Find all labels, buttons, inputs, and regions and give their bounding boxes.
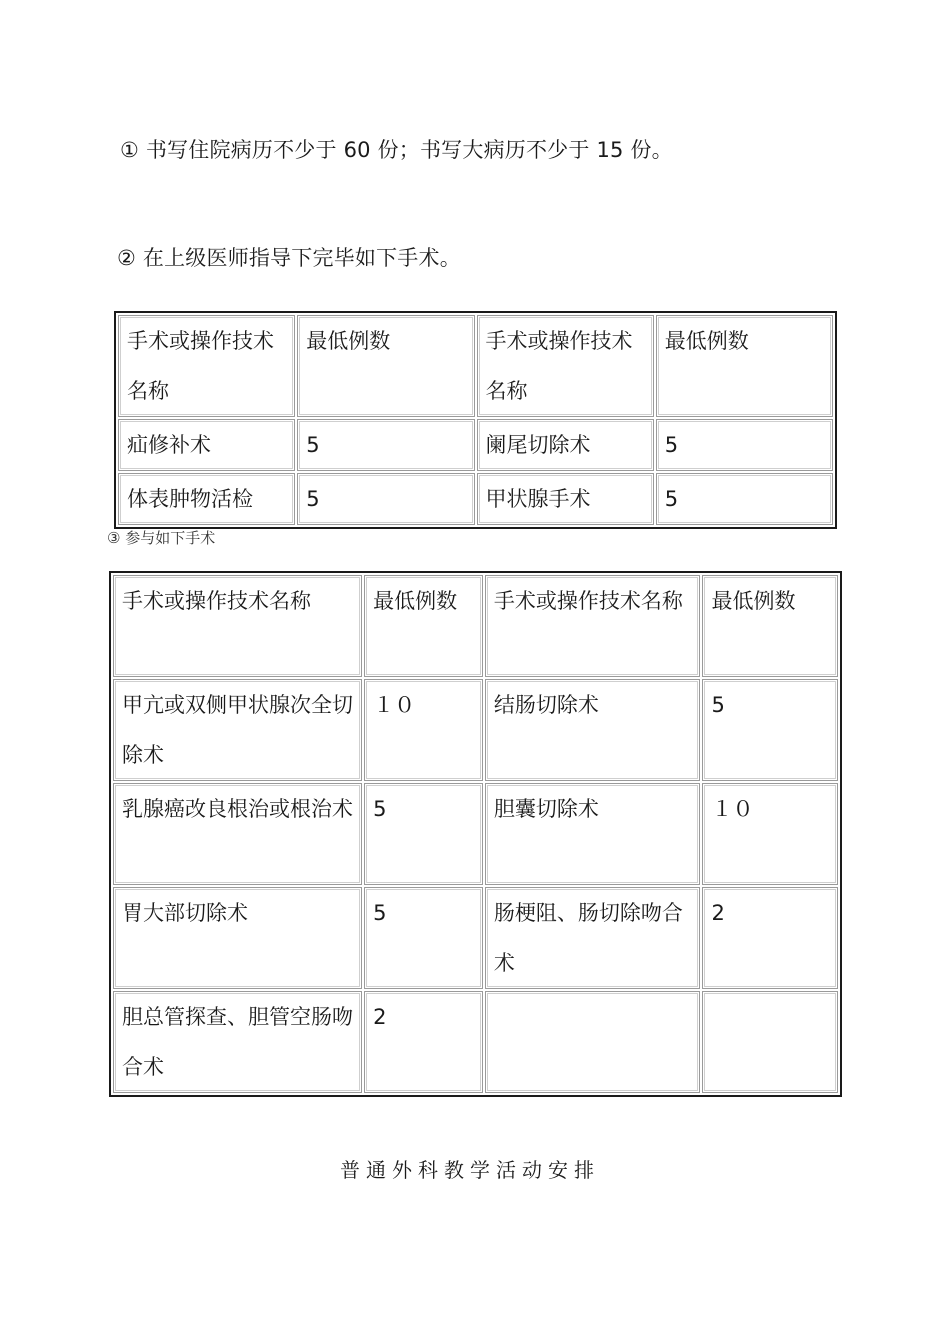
table-cell [485,991,701,1093]
table-cell: 5 [702,679,838,781]
table-cell: 阑尾切除术 [477,419,654,471]
table-row [118,419,833,471]
header-cell: 手术或操作技术名称 [477,315,654,417]
table-cell: 胆囊切除术 [485,783,701,885]
table-cell: 2 [364,991,483,1093]
table-cell: 5 [364,887,483,989]
table-cell: 甲状腺手术 [477,473,654,525]
table-cell: 5 [364,783,483,885]
requirement-1: ① 书写住院病历不少于 60 份；书写大病历不少于 15 份。 [120,138,673,162]
table-row [113,991,838,1093]
header-cell: 手术或操作技术名称 [113,575,362,677]
table-cell: 体表肿物活检 [118,473,295,525]
header-cell: 最低例数 [297,315,474,417]
table-row [113,887,838,989]
table-cell: 乳腺癌改良根治或根治术 [113,783,362,885]
table-cell: 2 [702,887,838,989]
table-surgeries-assist [109,571,842,1097]
table-surgeries-perform [114,311,837,529]
table-cell: 5 [656,419,833,471]
section-title: 普通外科教学活动安排 [340,1158,600,1182]
table-cell: 甲亢或双侧甲状腺次全切除术 [113,679,362,781]
table-cell: 5 [656,473,833,525]
header-cell: 手术或操作技术名称 [485,575,701,677]
table-row [118,473,833,525]
table-cell: 胆总管探查、胆管空肠吻合术 [113,991,362,1093]
table-header-row [113,575,838,677]
header-cell: 手术或操作技术名称 [118,315,295,417]
header-cell: 最低例数 [656,315,833,417]
table-cell: 5 [297,419,474,471]
table-cell [702,991,838,1093]
header-cell: 最低例数 [364,575,483,677]
table-cell: 胃大部切除术 [113,887,362,989]
table-cell: 结肠切除术 [485,679,701,781]
table-cell: 疝修补术 [118,419,295,471]
requirement-2: ② 在上级医师指导下完毕如下手术。 [117,246,461,270]
table-cell: １０ [702,783,838,885]
header-cell: 最低例数 [702,575,838,677]
requirement-3: ③ 参与如下手术 [107,529,216,547]
table-row [113,679,838,781]
table-cell: 5 [297,473,474,525]
table-cell: １０ [364,679,483,781]
table-header-row [118,315,833,417]
table-cell: 肠梗阻、肠切除吻合术 [485,887,701,989]
table-row [113,783,838,885]
